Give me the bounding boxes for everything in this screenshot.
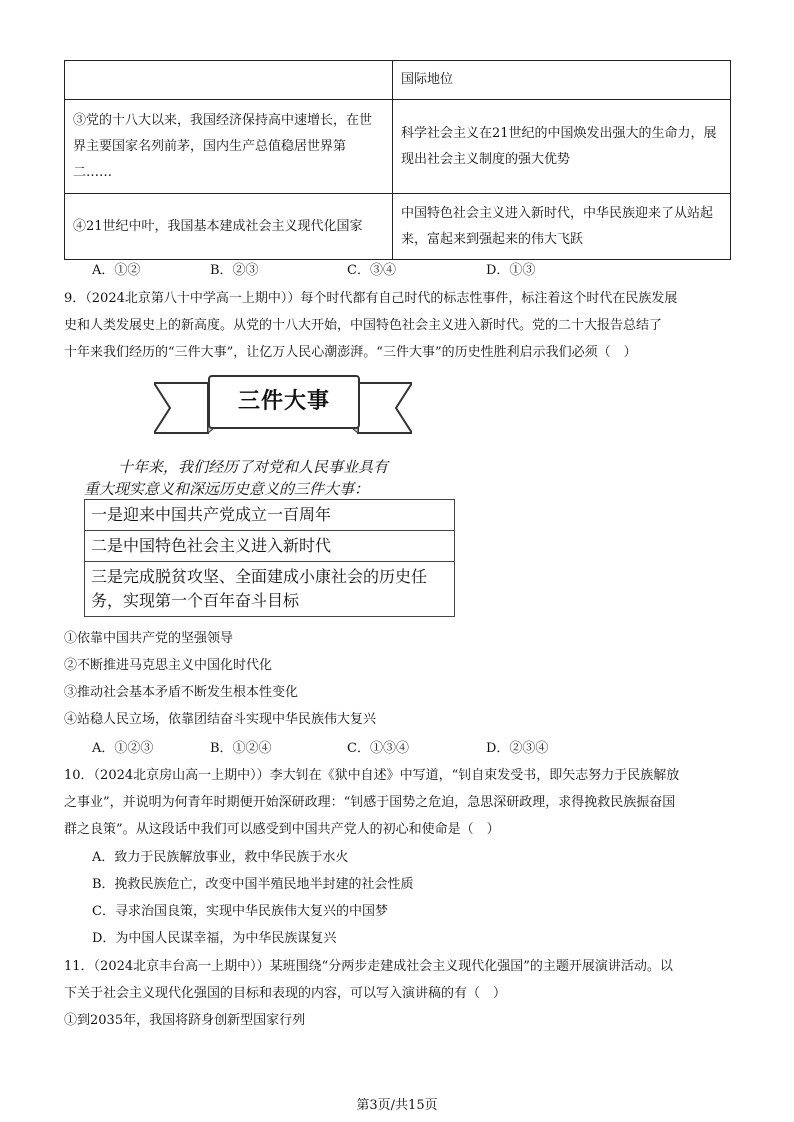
figure-banner: [154, 373, 412, 443]
option-b[interactable]: B．挽救民族危亡，改变中国半殖民地半封建的社会性质: [92, 877, 414, 892]
q10-stem-line: 10．（2024北京房山高一上期中））李大钊在《狱中自述》中写道，“钊自束发受书，即矢志努力于民族解放: [64, 768, 680, 783]
q9-statement: ①依靠中国共产党的坚强领导: [64, 631, 234, 646]
option-a[interactable]: A．致力于民族解放事业，救中华民族于水火: [92, 850, 349, 865]
option-c[interactable]: C．寻求治国良策，实现中华民族伟大复兴的中国梦: [92, 904, 388, 919]
table-cell: 国际地位: [393, 61, 731, 100]
q11-stem-line: 11．（2024北京丰台高一上期中））某班围绕“分两步走建成社会主义现代化强国”的主题开展演讲活动。以: [64, 959, 673, 974]
q9-statement: ④站稳人民立场，依靠团结奋斗实现中华民族伟大复兴: [64, 712, 377, 727]
figure-event-item: 三是完成脱贫攻坚、全面建成小康社会的历史任务，实现第一个百年奋斗目标: [91, 567, 428, 610]
banner-title: 三件大事: [208, 375, 360, 429]
figure-event-item: 一是迎来中国共产党成立一百周年: [85, 500, 454, 531]
q10-stem-line: 之事业”，并说明为何青年时期便开始深研政理：“钊感于国势之危迫，急思深研政理，求得挽救民族振奋国: [64, 795, 676, 810]
table-cell: 中国特色社会主义进入新时代，中华民族迎来了从站起来，富起来到强起来的伟大飞跃: [393, 194, 731, 260]
option-a[interactable]: A．①②: [92, 263, 141, 278]
page-footer: 第3页/共15页: [356, 1098, 438, 1113]
q9-stem-line: 9．（2024北京第八十中学高一上期中））每个时代都有自己时代的标志性事件，标注着这个时代在民族发展: [64, 291, 678, 306]
option-d[interactable]: D．②③④: [486, 741, 549, 756]
q9-options: [92, 737, 692, 757]
figure-events-table: [84, 499, 455, 617]
q9-stem-line: 史和人类发展史上的新高度。从党的十八大开始，中国特色社会主义进入新时代。党的二十大报告总结了: [64, 318, 663, 333]
figure-event-item: 二是中国特色社会主义进入新时代: [85, 531, 454, 562]
q11-statement: ①到2035年，我国将跻身创新型国家行列: [64, 1013, 306, 1028]
q9-stem-line: 十年来我们经历的“三件大事”，让亿万人民心潮澎湃。“三件大事”的历史性胜利启示我们必须（ ）: [64, 345, 637, 360]
q9-statement: ②不断推进马克思主义中国化时代化: [64, 658, 273, 673]
option-d[interactable]: D．为中国人民谋幸福，为中华民族谋复兴: [92, 931, 337, 946]
option-a[interactable]: A．①②③: [92, 741, 154, 756]
q8-options: [92, 259, 692, 279]
table-cell: 科学社会主义在21世纪的中国焕发出强大的生命力，展现出社会主义制度的强大优势: [393, 100, 731, 194]
option-c[interactable]: C．①③④: [347, 741, 409, 756]
table-row: [65, 194, 731, 260]
option-d[interactable]: D．①③: [486, 263, 536, 278]
option-c[interactable]: C．③④: [347, 263, 396, 278]
figure-intro-line: 十年来，我们经历了对党和人民事业具有: [118, 458, 389, 476]
table-cell: [65, 61, 393, 100]
table-cell: ④21世纪中叶，我国基本建成社会主义现代化国家: [65, 194, 393, 260]
q11-stem-line: 下关于社会主义现代化强国的目标和表现的内容，可以写入演讲稿的有（ ）: [64, 986, 507, 1001]
comparison-table: [64, 60, 731, 260]
figure-intro-line: 重大现实意义和深远历史意义的三件大事：: [84, 480, 370, 498]
table-row: [65, 61, 731, 100]
table-row: [65, 100, 731, 194]
table-cell: ③党的十八大以来，我国经济保持高中速增长，在世界主要国家名列前茅，国内生产总值稳居世界第二……: [65, 100, 393, 194]
q9-statement: ③推动社会基本矛盾不断发生根本性变化: [64, 685, 299, 700]
option-b[interactable]: B．①②④: [210, 741, 272, 756]
option-b[interactable]: B．②③: [210, 263, 259, 278]
q10-stem-line: 群之良策”。从这段话中我们可以感受到中国共产党人的初心和使命是（ ）: [64, 822, 500, 837]
